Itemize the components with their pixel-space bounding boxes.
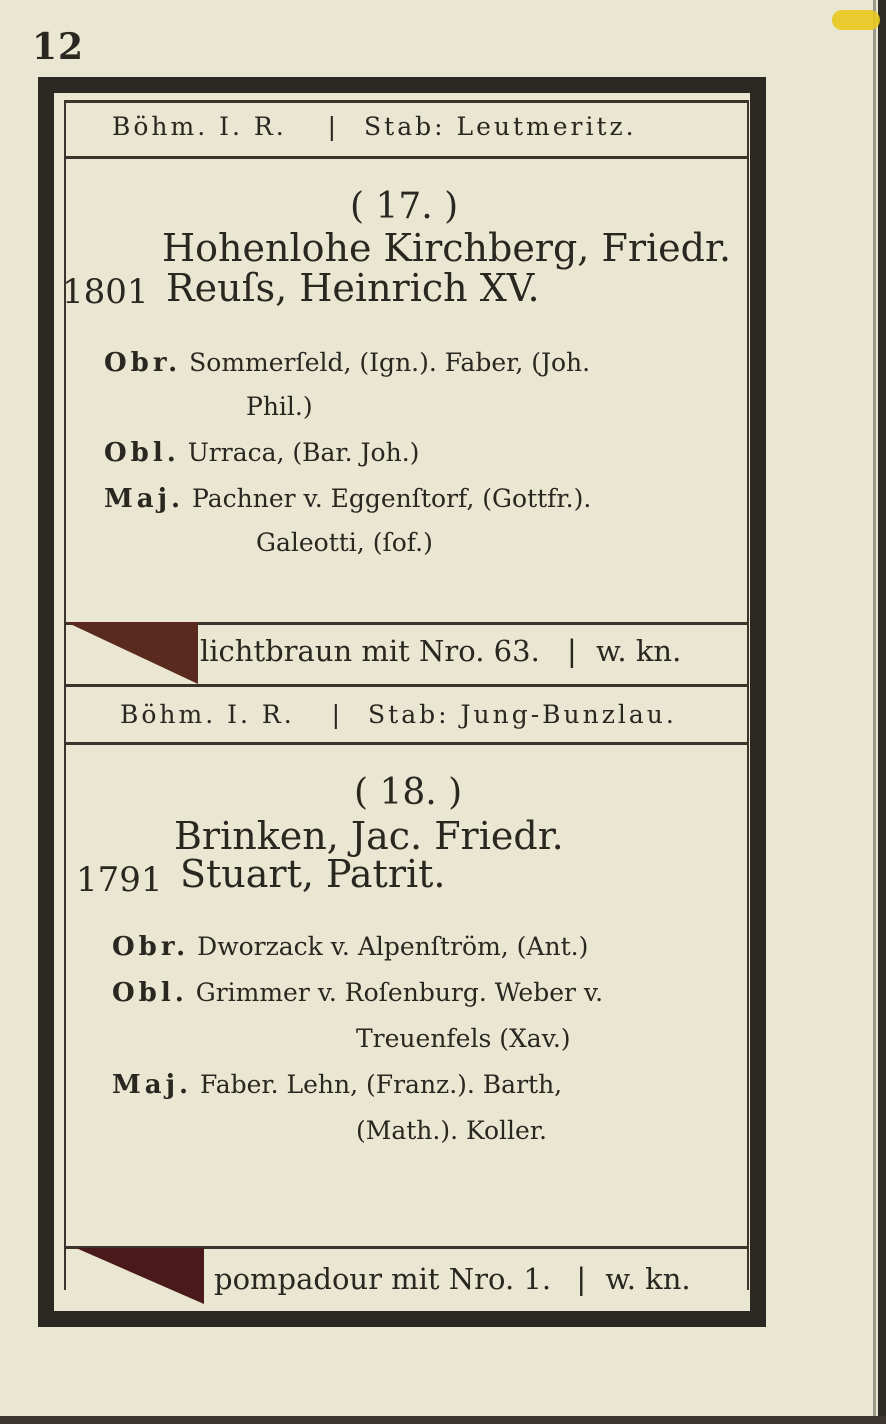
facing-buttons: w. kn.	[605, 1262, 691, 1296]
header-separator: |	[331, 700, 344, 729]
officer-row	[104, 348, 590, 378]
page-edge-bottom	[0, 1416, 886, 1424]
facing-separator: |	[567, 634, 577, 668]
regiment-number: ( 17. )	[350, 186, 459, 227]
header-regiment: Böhm. I. R.	[120, 700, 295, 729]
officer-names-continued: Phil.)	[246, 392, 313, 421]
frame-border-left	[38, 77, 54, 1327]
officer-names: Urraca, (Bar. Joh.)	[187, 438, 420, 467]
officer-names: Pachner v. Eggenſtorf, (Gottfr.).	[192, 484, 592, 513]
rank-label: Obr.	[112, 932, 190, 962]
entry-header	[112, 112, 637, 141]
second-owner: Reuſs, Heinrich XV.	[166, 266, 540, 310]
inner-rule-right	[747, 100, 749, 1290]
facing-color-swatch	[76, 1248, 204, 1304]
year: 1791	[76, 860, 163, 900]
officer-names: Sommerſeld, (Ign.). Faber, (Joh.	[189, 348, 591, 377]
officer-row	[112, 932, 588, 962]
officer-row	[112, 1070, 562, 1100]
rank-label: Obl.	[104, 438, 180, 468]
officer-row	[112, 978, 603, 1008]
frame-border-top	[38, 77, 766, 93]
header-rule-bottom	[64, 742, 749, 745]
second-owner: Stuart, Patrit.	[180, 852, 446, 896]
rank-label: Obl.	[112, 978, 188, 1008]
entry-header	[120, 700, 677, 729]
facing-separator: |	[576, 1262, 587, 1296]
header-staff: Stab: Leutmeritz.	[364, 112, 637, 141]
facing-description	[200, 634, 681, 668]
officer-names: Grimmer v. Roſenburg. Weber v.	[195, 978, 604, 1007]
year: 1801	[62, 272, 149, 312]
facing-buttons: w. kn.	[596, 634, 682, 668]
regiment-number: ( 18. )	[354, 772, 463, 813]
officer-row	[104, 438, 419, 468]
header-staff: Stab: Jung-Bunzlau.	[368, 700, 677, 729]
regiment-owner: Hohenlohe Kirchberg, Friedr.	[162, 226, 732, 270]
page-edge-right	[878, 0, 886, 1424]
officer-names-continued: Treuenfels (Xav.)	[356, 1024, 571, 1053]
frame-border-bottom	[38, 1311, 766, 1327]
officer-names-continued: Galeotti, (ſof.)	[256, 528, 433, 557]
header-rule-top	[64, 100, 749, 103]
rank-label: Maj.	[112, 1070, 193, 1100]
facing-color-swatch	[66, 622, 198, 684]
facing-text: pompadour mit Nro. 1.	[214, 1262, 552, 1296]
page-edge-shadow	[873, 0, 876, 1424]
facing-description	[214, 1262, 691, 1296]
page-number: 12	[32, 26, 85, 68]
rank-label: Obr.	[104, 348, 182, 378]
regiment-owner: Brinken, Jac. Friedr.	[174, 814, 564, 858]
rank-label: Maj.	[104, 484, 185, 514]
header-separator: |	[327, 112, 340, 141]
frame-border-right	[750, 77, 766, 1327]
officer-names: Faber. Lehn, (Franz.). Barth,	[200, 1070, 563, 1099]
header-rule-bottom	[64, 156, 749, 159]
officer-names-continued: (Math.). Koller.	[356, 1116, 547, 1145]
facing-rule-bottom	[64, 684, 749, 687]
officer-row	[104, 484, 591, 514]
officer-names: Dworzack v. Alpenſtröm, (Ant.)	[197, 932, 589, 961]
yellow-tab-mark	[832, 10, 880, 30]
header-regiment: Böhm. I. R.	[112, 112, 287, 141]
facing-text: lichtbraun mit Nro. 63.	[200, 634, 540, 668]
